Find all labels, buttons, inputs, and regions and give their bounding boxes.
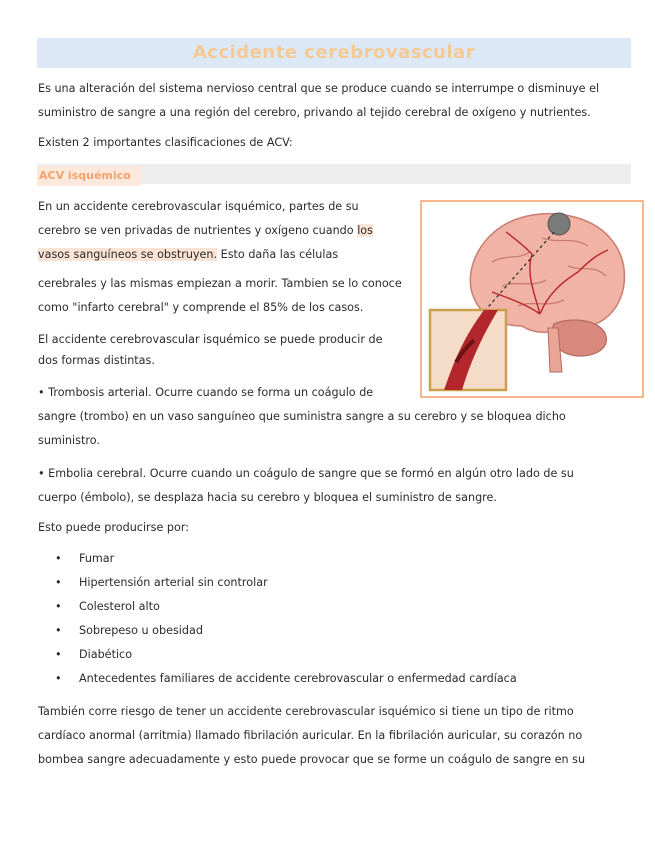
title-banner [37, 38, 631, 68]
highlight-text: los [357, 224, 373, 237]
para1-line-4: cerebrales y las mismas empiezan a morir. Tambien se lo conoce [38, 277, 402, 290]
causes-list [55, 547, 517, 691]
bullet2-line-1: • Embolia cerebral. Ocurre cuando un coágulo de sangre que se formó en algún otro lado de su [38, 467, 574, 480]
intro-line-2: suministro de sangre a una región del cerebro, privando al tejido cerebral de oxígeno y nutrientes. [38, 106, 591, 119]
para1-line-3 [38, 243, 338, 267]
para1-line-2-text: cerebro se ven privadas de nutrientes y oxígeno cuando [38, 224, 358, 237]
list-item: • Sobrepeso u obesidad [55, 619, 517, 643]
para1-line-2 [38, 219, 373, 243]
final-line-3: bombea sangre adecuadamente y esto puede provocar que se forme un coágulo de sangre en su [38, 753, 586, 766]
para1-line-5: como "infarto cerebral" y comprende el 85% de los casos. [38, 301, 364, 314]
para2-line-2: dos formas distintas. [38, 354, 155, 367]
brain-stroke-icon [422, 202, 642, 396]
bullet2-line-2: cuerpo (émbolo), se desplaza hacia su cerebro y bloquea el suministro de sangre. [38, 491, 497, 504]
page-title: Accidente cerebrovascular [192, 42, 476, 63]
para2-line-1: El accidente cerebrovascular isquémico se puede producir de [38, 333, 383, 346]
para1-line-1: En un accidente cerebrovascular isquémico, partes de su [38, 200, 359, 213]
list-item: • Antecedentes familiares de accidente cerebrovascular o enfermedad cardíaca [55, 667, 517, 691]
intro-line-3: Existen 2 importantes clasificaciones de ACV: [38, 136, 293, 149]
list-item: • Fumar [55, 547, 517, 571]
list-item: • Diabético [55, 643, 517, 667]
bullet1-line-2: sangre (trombo) en un vaso sanguíneo que suministra sangre a su cerebro y se bloquea dicho [38, 410, 566, 423]
para1-line-3-text: Esto daña las células [217, 248, 339, 261]
list-item: • Colesterol alto [55, 595, 517, 619]
bullet1-line-1: • Trombosis arterial. Ocurre cuando se forma un coágulo de [38, 386, 374, 399]
bullet1-line-3: suministro. [38, 434, 100, 447]
final-line-1: También corre riesgo de tener un accidente cerebrovascular isquémico si tiene un tipo de ritmo [38, 705, 574, 718]
section-heading-bar [37, 164, 631, 184]
brain-stroke-figure [420, 200, 644, 398]
causes-intro: Esto puede producirse por: [38, 521, 190, 534]
final-line-2: cardíaco anormal (arritmia) llamado fibrilación auricular. En la fibrilación auricular, su corazón no [38, 729, 583, 742]
list-item: • Hipertensión arterial sin controlar [55, 571, 517, 595]
highlight-text-2: vasos sanguíneos se obstruyen. [38, 248, 218, 261]
section-heading: ACV isquémico [37, 166, 141, 186]
intro-line-1: Es una alteración del sistema nervioso central que se produce cuando se interrumpe o disminuye el [38, 82, 600, 95]
